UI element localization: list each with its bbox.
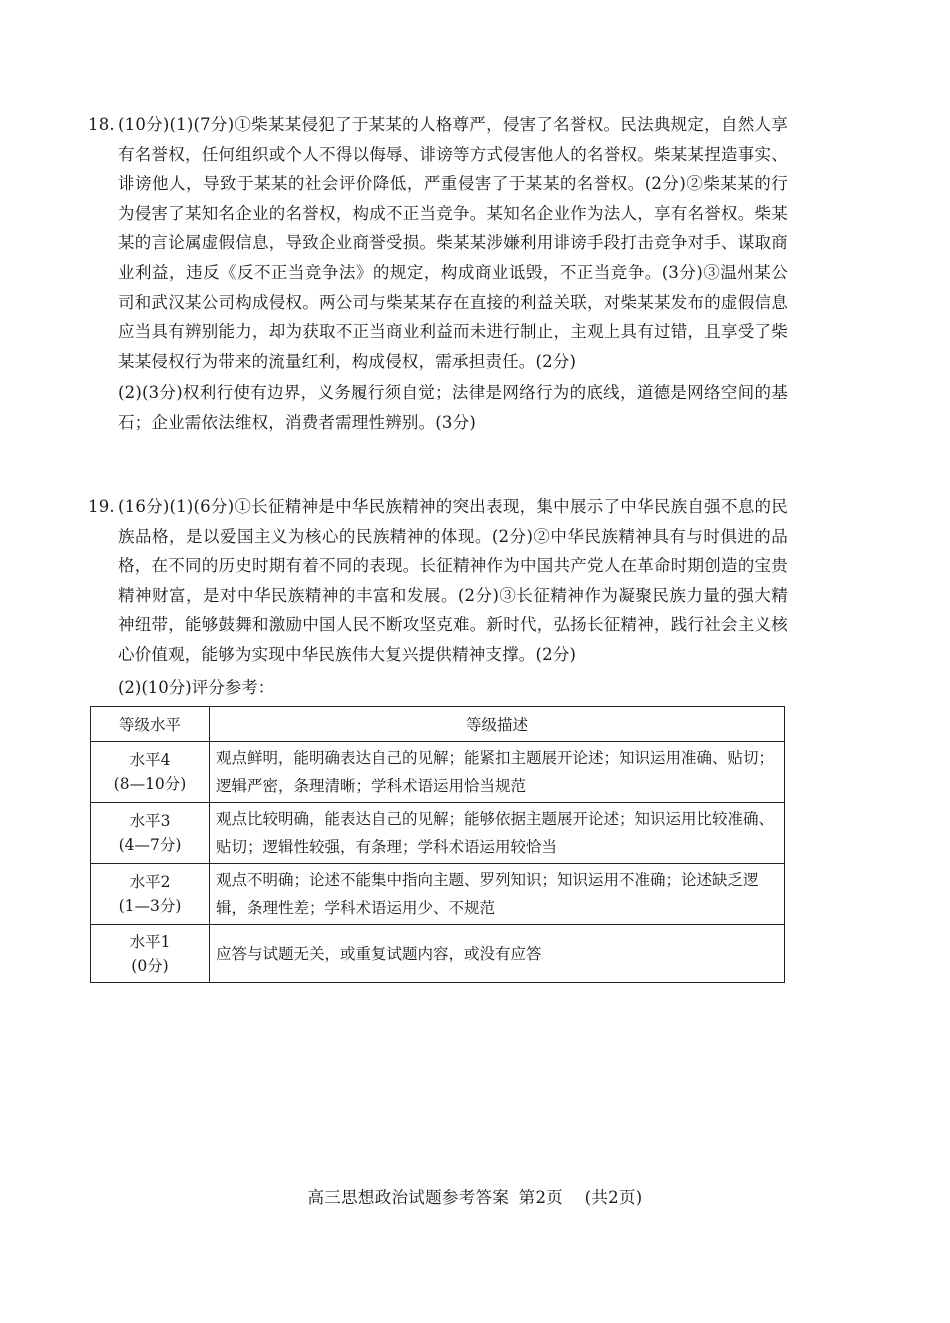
grading-table xyxy=(90,706,785,983)
question-18-part1: (10分)(1)(7分)①柴某某侵犯了于某某的人格尊严，侵害了名誉权。民法典规定，自然人享有名誉权，任何组织或个人不得以侮辱、诽谤等方式侵害他人的名誉权。柴某某捏造事实、诽谤他人，导致于某某的社会评价降低，严重侵害了于某某的名誉权。(2分)②柴某某的行为侵害了某知名企业的名誉权，构成不正当竞争。某知名企业作为法人，享有名誉权。柴某某的言论属虚假信息，导致企业商誉受损。柴某某涉嫌利用诽谤手段打击竞争对手、谋取商业利益，违反《反不正当竞争法》的规定，构成商业诋毁，不正当竞争。(3分)③温州某公司和武汉某公司构成侵权。两公司与柴某某存在直接的利益关联，对柴某某发布的虚假信息应当具有辨别能力，却为获取不正当商业利益而未进行制止，主观上具有过错，且享受了柴某某侵权行为带来的流量红利，构成侵权，需承担责任。(2分) xyxy=(118,115,788,371)
table-header-row xyxy=(91,707,785,742)
level-range: (1—3分) xyxy=(118,897,182,915)
level-name: 水平3 xyxy=(129,812,171,830)
level-range: (0分) xyxy=(131,956,169,975)
level-name: 水平2 xyxy=(129,873,171,891)
header-level: 等级水平 xyxy=(91,707,210,742)
question-number: 18. xyxy=(88,115,115,134)
question-number: 19. xyxy=(88,497,115,516)
rubric-title: (2)(10分)评分参考： xyxy=(118,678,275,697)
level-cell xyxy=(91,742,210,803)
question-18-part2: (2)(3分)权利行使有边界，义务履行须自觉；法律是网络行为的底线，道德是网络空间的基石；企业需依法维权，消费者需理性辨别。(3分) xyxy=(118,383,788,432)
table-row xyxy=(91,803,785,864)
footer-page: 第2页 xyxy=(518,1188,564,1207)
level-range: (4—7分) xyxy=(118,836,182,854)
table-row xyxy=(91,742,785,803)
header-description: 等级描述 xyxy=(210,707,785,742)
page-footer xyxy=(0,1184,950,1208)
level-cell xyxy=(91,803,210,864)
level-range: (8—10分) xyxy=(113,775,187,793)
footer-title: 高三思想政治试题参考答案 xyxy=(307,1188,510,1207)
level-description: 观点鲜明，能明确表达自己的见解；能紧扣主题展开论述；知识运用准确、贴切；逻辑严密，条理清晰；学科术语运用恰当规范 xyxy=(210,742,785,803)
level-name: 水平4 xyxy=(129,751,171,769)
question-18 xyxy=(88,110,788,438)
question-19-part1: (16分)(1)(6分)①长征精神是中华民族精神的突出表现，集中展示了中华民族自强不息的民族品格，是以爱国主义为核心的民族精神的体现。(2分)②中华民族精神具有与时俱进的品格，在不同的历史时期有着不同的表现。长征精神作为中国共产党人在革命时期创造的宝贵精神财富，是对中华民族精神的丰富和发展。(2分)③长征精神作为凝聚民族力量的强大精神纽带，能够鼓舞和激励中国人民不断攻坚克难。新时代，弘扬长征精神，践行社会主义核心价值观，能够为实现中华民族伟大复兴提供精神支撑。(2分) xyxy=(118,497,788,664)
level-cell xyxy=(91,925,210,983)
footer-total: (共2页) xyxy=(584,1188,643,1207)
level-name: 水平1 xyxy=(129,932,171,951)
level-description: 观点不明确；论述不能集中指向主题、罗列知识；知识运用不准确；论述缺乏逻辑，条理性差；学科术语运用少、不规范 xyxy=(210,864,785,925)
level-cell xyxy=(91,864,210,925)
table-row xyxy=(91,864,785,925)
level-description: 应答与试题无关，或重复试题内容，或没有应答 xyxy=(210,925,785,983)
level-description: 观点比较明确，能表达自己的见解；能够依据主题展开论述；知识运用比较准确、贴切；逻辑性较强，有条理；学科术语运用较恰当 xyxy=(210,803,785,864)
question-19 xyxy=(88,492,788,670)
table-row xyxy=(91,925,785,983)
